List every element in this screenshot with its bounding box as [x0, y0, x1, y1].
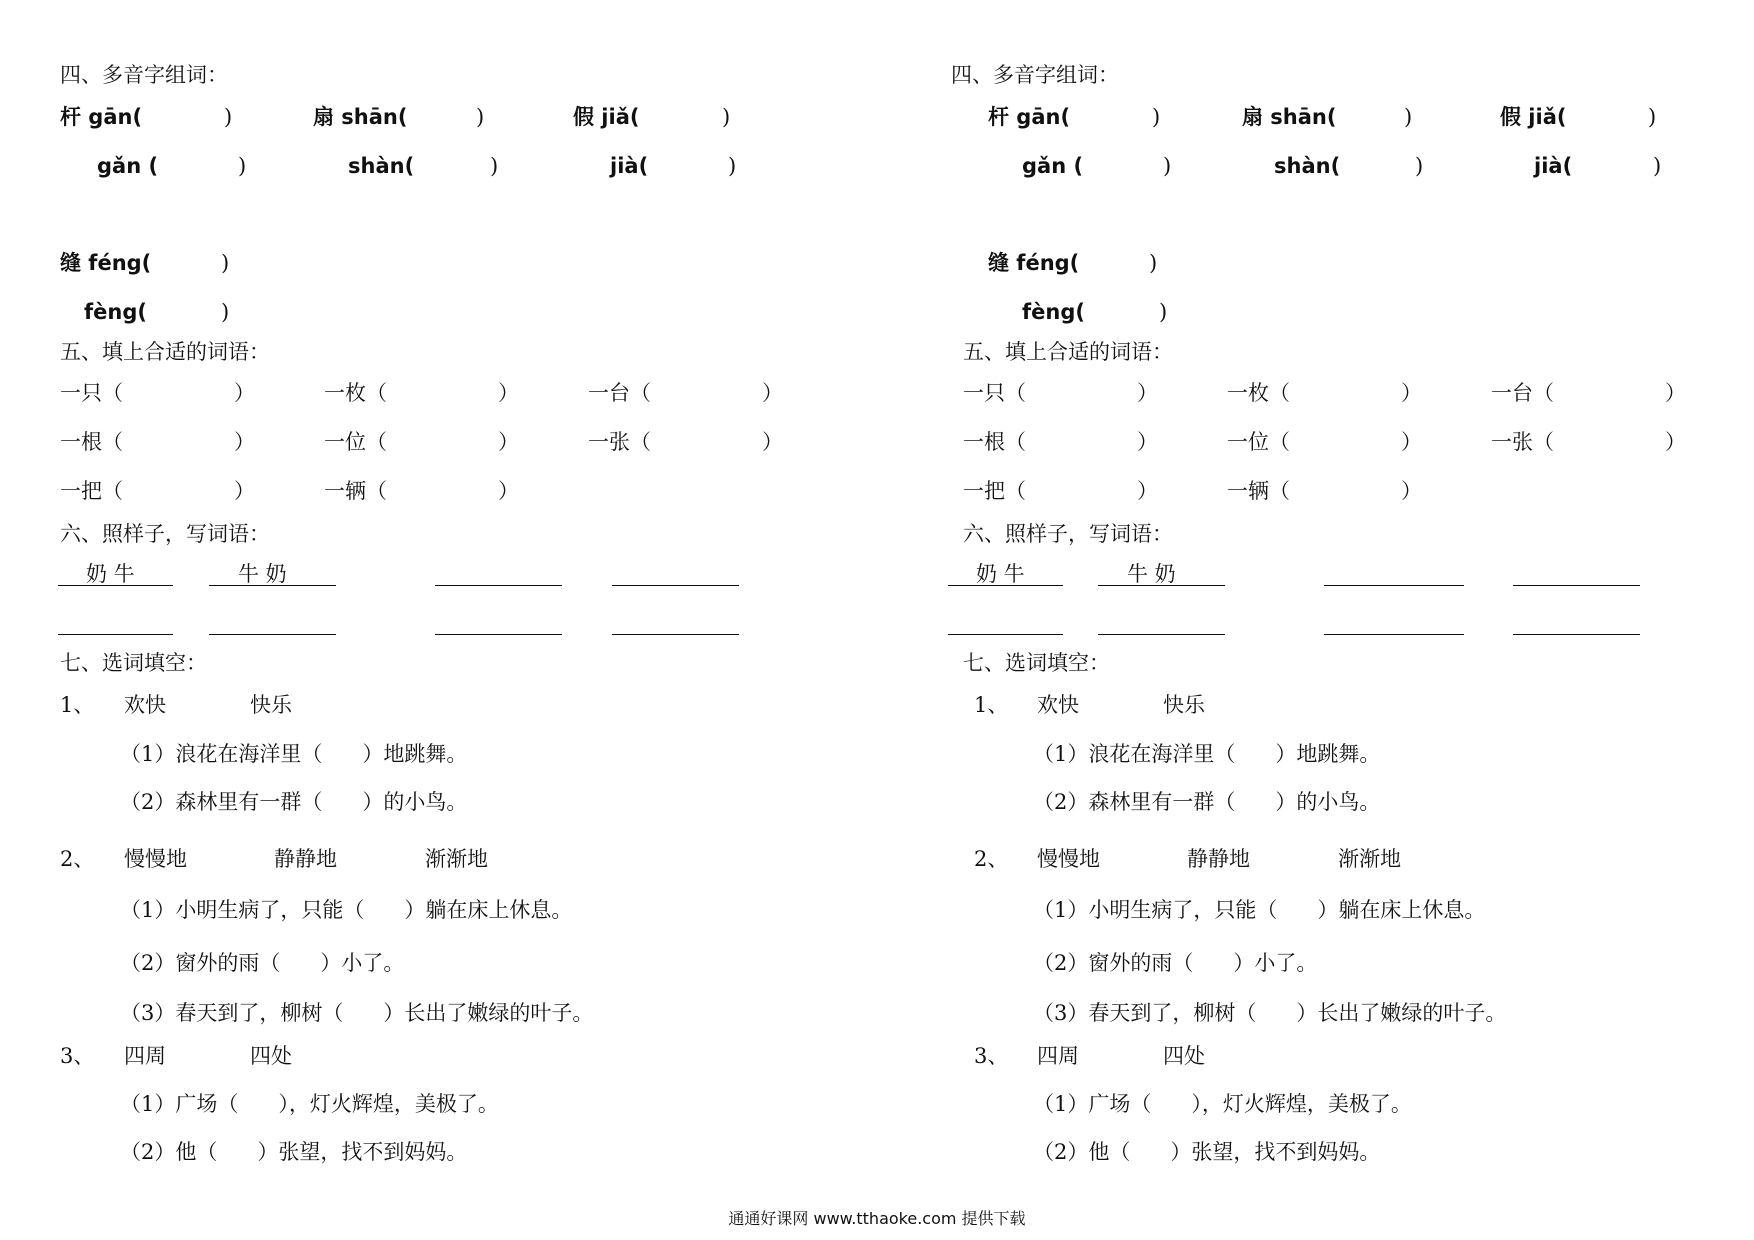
paren-close: ): [221, 300, 230, 324]
paren-close: ): [1404, 105, 1413, 129]
section-5-title: 五、填上合适的词语：: [60, 340, 270, 364]
polyphone-gan2: gǎn (: [97, 154, 159, 178]
polyphone-gan1: 杆 gān(: [60, 105, 143, 129]
paren-close: ）: [1401, 479, 1422, 503]
sentence: （2）他（ ）张望，找不到妈妈。: [120, 1140, 468, 1164]
paren-close: ): [221, 251, 230, 275]
polyphone-shan1: 扇 shān(: [1242, 105, 1337, 129]
paren-close: ）: [1665, 381, 1686, 405]
answer-line: [58, 585, 173, 586]
paren-close: ): [728, 154, 737, 178]
measure-word: 一台（: [1491, 381, 1554, 405]
measure-word: 一枚（: [1227, 381, 1290, 405]
question-number: 3、: [974, 1044, 1009, 1068]
section-4-title: 四、多音字组词：: [951, 63, 1119, 87]
sentence: （1）浪花在海洋里（ ）地跳舞。: [1033, 742, 1381, 766]
answer-line[interactable]: [435, 634, 562, 635]
paren-close: ): [1648, 105, 1657, 129]
answer-line[interactable]: [612, 585, 739, 586]
paren-close: ）: [498, 479, 519, 503]
answer-line[interactable]: [1513, 634, 1640, 635]
answer-line[interactable]: [1513, 585, 1640, 586]
paren-close: ）: [498, 381, 519, 405]
paren-close: ）: [498, 430, 519, 454]
polyphone-gan1: 杆 gān(: [988, 105, 1071, 129]
choice-word: 四周: [1037, 1044, 1079, 1068]
choice-word: 慢慢地: [124, 847, 187, 871]
measure-word: 一根（: [963, 430, 1026, 454]
sentence: （1）小明生病了，只能（ ）躺在床上休息。: [120, 898, 573, 922]
question-number: 2、: [60, 847, 95, 871]
paren-close: ）: [1137, 430, 1158, 454]
choice-word: 渐渐地: [1338, 847, 1401, 871]
polyphone-jia2: jià(: [610, 154, 649, 178]
choice-word: 欢快: [1037, 693, 1079, 717]
polyphone-feng2: fèng(: [1022, 300, 1085, 324]
paren-close: ): [1149, 251, 1158, 275]
polyphone-shan2: shàn(: [1274, 154, 1341, 178]
answer-line[interactable]: [1324, 634, 1464, 635]
paren-close: ): [1159, 300, 1168, 324]
section-6-title: 六、照样子，写词语：: [963, 522, 1173, 546]
answer-line[interactable]: [1324, 585, 1464, 586]
polyphone-jia1: 假 jiǎ(: [1500, 105, 1567, 129]
sentence: （1）广场（ ），灯火辉煌，美极了。: [120, 1092, 499, 1116]
paren-close: ）: [234, 430, 255, 454]
polyphone-feng2: fèng(: [84, 300, 147, 324]
polyphone-shan2: shàn(: [348, 154, 415, 178]
measure-word: 一张（: [1491, 430, 1554, 454]
choice-word: 欢快: [124, 693, 166, 717]
paren-close: ）: [1665, 430, 1686, 454]
paren-close: ）: [762, 381, 783, 405]
answer-line[interactable]: [58, 634, 173, 635]
sentence: （2）窗外的雨（ ）小了。: [1033, 951, 1318, 975]
paren-close: ）: [234, 381, 255, 405]
choice-word: 慢慢地: [1037, 847, 1100, 871]
answer-line[interactable]: [209, 634, 336, 635]
answer-line: [1098, 585, 1225, 586]
sentence: （3）春天到了，柳树（ ）长出了嫩绿的叶子。: [1033, 1001, 1507, 1025]
paren-close: ): [1163, 154, 1172, 178]
answer-line: [209, 585, 336, 586]
measure-word: 一只（: [60, 381, 123, 405]
polyphone-feng1: 缝 féng(: [60, 251, 152, 275]
measure-word: 一把（: [963, 479, 1026, 503]
question-number: 1、: [974, 693, 1009, 717]
polyphone-feng1: 缝 féng(: [988, 251, 1080, 275]
measure-word: 一位（: [1227, 430, 1290, 454]
measure-word: 一枚（: [324, 381, 387, 405]
choice-word: 四周: [124, 1044, 166, 1068]
sentence: （1）广场（ ），灯火辉煌，美极了。: [1033, 1092, 1412, 1116]
answer-line[interactable]: [435, 585, 562, 586]
section-7-title: 七、选词填空：: [60, 651, 207, 675]
section-7-title: 七、选词填空：: [963, 651, 1110, 675]
section-4-title: 四、多音字组词：: [60, 63, 228, 87]
example-word-1: 奶 牛: [86, 562, 135, 586]
paren-close: ）: [1137, 479, 1158, 503]
sentence: （1）小明生病了，只能（ ）躺在床上休息。: [1033, 898, 1486, 922]
question-number: 1、: [60, 693, 95, 717]
paren-close: ): [722, 105, 731, 129]
footer-credit: 通通好课网 www.tthaoke.com 提供下载: [728, 1209, 1026, 1228]
polyphone-jia2: jià(: [1534, 154, 1573, 178]
sentence: （1）浪花在海洋里（ ）地跳舞。: [120, 742, 468, 766]
choice-word: 快乐: [250, 693, 292, 717]
polyphone-shan1: 扇 shān(: [313, 105, 408, 129]
sentence: （2）窗外的雨（ ）小了。: [120, 951, 405, 975]
question-number: 3、: [60, 1044, 95, 1068]
choice-word: 静静地: [274, 847, 337, 871]
section-5-title: 五、填上合适的词语：: [963, 340, 1173, 364]
sentence: （3）春天到了，柳树（ ）长出了嫩绿的叶子。: [120, 1001, 594, 1025]
sentence: （2）森林里有一群（ ）的小鸟。: [1033, 790, 1381, 814]
measure-word: 一辆（: [324, 479, 387, 503]
choice-word: 渐渐地: [425, 847, 488, 871]
example-word-2: 牛 奶: [238, 562, 287, 586]
measure-word: 一台（: [588, 381, 651, 405]
choice-word: 四处: [250, 1044, 292, 1068]
example-word-1: 奶 牛: [976, 562, 1025, 586]
polyphone-gan2: gǎn (: [1022, 154, 1084, 178]
paren-close: ): [224, 105, 233, 129]
measure-word: 一张（: [588, 430, 651, 454]
paren-close: ): [1415, 154, 1424, 178]
polyphone-jia1: 假 jiǎ(: [573, 105, 640, 129]
paren-close: ): [476, 105, 485, 129]
measure-word: 一辆（: [1227, 479, 1290, 503]
answer-line[interactable]: [1098, 634, 1225, 635]
question-number: 2、: [974, 847, 1009, 871]
example-word-2: 牛 奶: [1127, 562, 1176, 586]
section-6-title: 六、照样子，写词语：: [60, 522, 270, 546]
paren-close: ）: [234, 479, 255, 503]
answer-line[interactable]: [948, 634, 1063, 635]
paren-close: ): [1653, 154, 1662, 178]
choice-word: 静静地: [1187, 847, 1250, 871]
paren-close: ）: [1137, 381, 1158, 405]
paren-close: ): [238, 154, 247, 178]
measure-word: 一只（: [963, 381, 1026, 405]
paren-close: ）: [762, 430, 783, 454]
measure-word: 一根（: [60, 430, 123, 454]
answer-line[interactable]: [612, 634, 739, 635]
paren-close: ）: [1401, 381, 1422, 405]
paren-close: ): [490, 154, 499, 178]
sentence: （2）森林里有一群（ ）的小鸟。: [120, 790, 468, 814]
paren-close: ）: [1401, 430, 1422, 454]
measure-word: 一位（: [324, 430, 387, 454]
paren-close: ): [1152, 105, 1161, 129]
answer-line: [948, 585, 1063, 586]
choice-word: 快乐: [1163, 693, 1205, 717]
measure-word: 一把（: [60, 479, 123, 503]
sentence: （2）他（ ）张望，找不到妈妈。: [1033, 1140, 1381, 1164]
choice-word: 四处: [1163, 1044, 1205, 1068]
